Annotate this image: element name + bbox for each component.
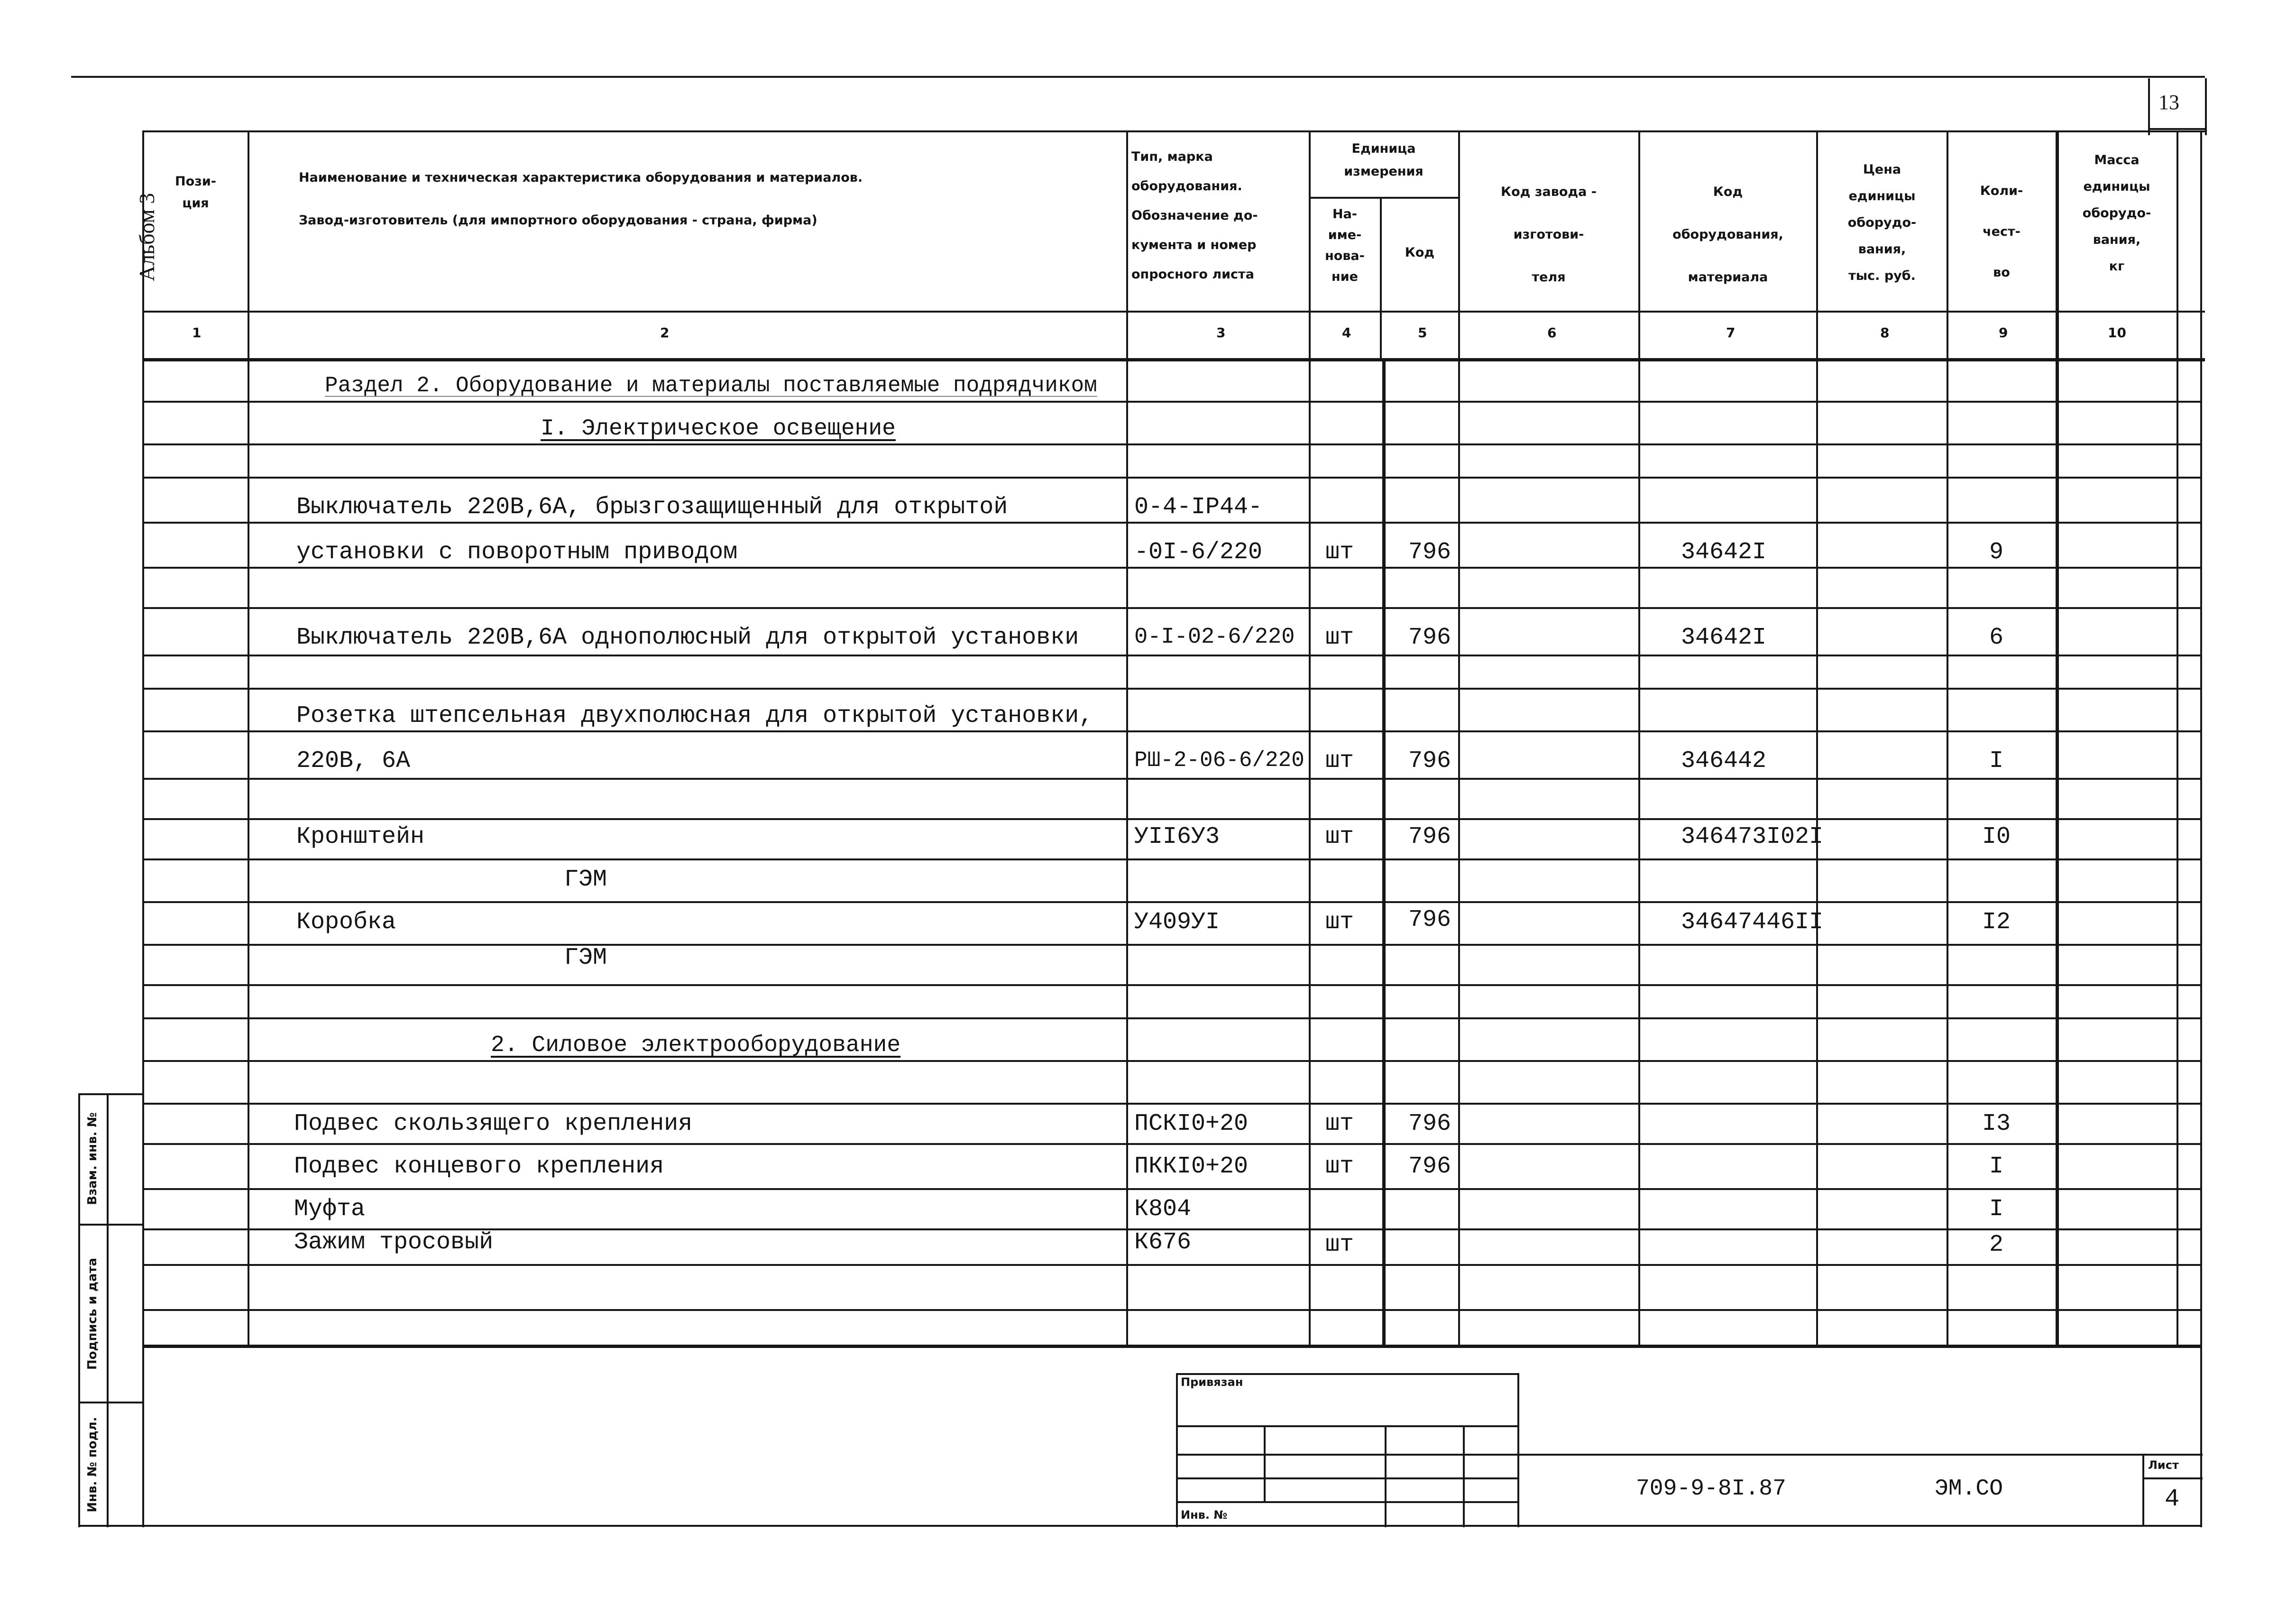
item-unit-code: 796 <box>1408 823 1451 850</box>
item-material-code: 34642I <box>1681 539 1767 566</box>
item-unit: шт <box>1325 747 1354 775</box>
corner-tick <box>2205 78 2207 135</box>
row-line <box>142 1188 2202 1190</box>
column-number: 10 <box>2108 325 2126 341</box>
item-name: Выключатель 220В,6А однополюсный для открытой установки <box>296 624 1079 651</box>
stamp-vzam: Взам. инв. № <box>85 1112 100 1205</box>
frame-right <box>2200 130 2202 1527</box>
row-line <box>142 901 2202 903</box>
header-unit-code: Код <box>1405 245 1435 260</box>
item-quantity: I2 <box>1982 909 2011 936</box>
item-unit-code: 796 <box>1408 624 1451 651</box>
item-quantity: I0 <box>1982 823 2011 850</box>
item-quantity: 9 <box>1989 539 2004 566</box>
item-material-code: 34642I <box>1681 624 1767 651</box>
row-line <box>142 1143 2202 1145</box>
stamp-podpis: Подпись и дата <box>85 1257 100 1370</box>
item-type: ПККI0+20 <box>1134 1153 1249 1180</box>
tb-line <box>1176 1425 1517 1427</box>
col-sep <box>1380 197 1382 358</box>
item-material-code: 346442 <box>1681 747 1767 775</box>
item-unit: шт <box>1325 1110 1354 1137</box>
row-line <box>142 522 2202 524</box>
corner-page-number: 13 <box>2158 91 2179 114</box>
item-unit: шт <box>1325 909 1354 936</box>
row-line <box>142 1103 2202 1105</box>
row-line <box>142 1060 2202 1062</box>
item-type: К804 <box>1134 1196 1192 1223</box>
header-unit-group: Единица измерения <box>1344 141 1424 179</box>
frame-left <box>142 130 144 1527</box>
stamp-inv-podl: Инв. № подл. <box>85 1417 100 1513</box>
top-line <box>71 76 2205 78</box>
item-type: -0I-6/220 <box>1134 539 1263 566</box>
column-number: 4 <box>1342 325 1351 341</box>
item-unit-code: 796 <box>1408 1153 1451 1180</box>
item-name: Коробка <box>296 909 396 936</box>
item-type: УII6У3 <box>1134 823 1220 850</box>
header-unit-name: На- име- нова- ние <box>1325 207 1365 284</box>
header-mass: Масса единицы оборудо- вания, кг <box>2082 153 2151 274</box>
item-name: установки с поворотным приводом <box>296 539 738 566</box>
item-unit: шт <box>1325 823 1354 850</box>
tb-left <box>1176 1373 1178 1527</box>
col-sep <box>1458 130 1460 1345</box>
header-factory-code: Код завода - изготови- теля <box>1501 185 1597 285</box>
sheet-box-sep <box>2142 1477 2203 1479</box>
subsection-power: 2. Силовое электрооборудование <box>491 1033 901 1058</box>
tb-top <box>1176 1373 1517 1375</box>
col-sep <box>1947 130 1948 1345</box>
col-sep <box>1382 358 1386 1345</box>
item-type: ПСКI0+20 <box>1134 1110 1249 1137</box>
row-line <box>142 567 2202 569</box>
column-number: 1 <box>192 325 202 341</box>
header-name <box>299 157 1124 242</box>
document-number: 709-9-8I.87 <box>1636 1476 1786 1502</box>
item-unit: шт <box>1325 1231 1354 1258</box>
row-line <box>142 1264 2202 1266</box>
item-quantity: I3 <box>1982 1110 2011 1137</box>
table-top <box>142 130 2205 132</box>
header-bottom <box>142 311 2205 313</box>
inv-no-label: Инв. № <box>1181 1508 1228 1522</box>
column-number: 7 <box>1726 325 1736 341</box>
row-line <box>142 730 2202 732</box>
row-line <box>142 401 2202 403</box>
header-material-code: Код оборудования, материала <box>1672 185 1783 285</box>
column-number: 8 <box>1880 325 1890 341</box>
item-name: Выключатель 220В,6А, брызгозащищенный для открытой <box>296 494 1008 521</box>
frame-bottom <box>142 1525 2202 1527</box>
section-title: Раздел 2. Оборудование и материалы поставляемые подрядчиком <box>325 375 1097 397</box>
item-name: Подвес концевого крепления <box>294 1153 664 1180</box>
row-line <box>142 655 2202 656</box>
col-sep <box>1638 130 1640 1345</box>
tb-line <box>1176 1454 2203 1456</box>
item-name: ГЭМ <box>564 944 607 971</box>
item-type: У409УI <box>1134 909 1220 936</box>
tb-line <box>1176 1501 1517 1503</box>
header-position: Пози- ция <box>175 174 216 211</box>
header-name-line2: Завод-изготовитель (для импортного оборудования - страна, фирма) <box>299 213 817 228</box>
row-line <box>142 443 2202 445</box>
item-quantity: I <box>1989 1153 2004 1180</box>
col-sep <box>2177 130 2178 1345</box>
sheet-number: 4 <box>2165 1485 2180 1513</box>
item-unit-code: 796 <box>1408 906 1451 933</box>
numbers-bottom <box>142 358 2205 361</box>
table-bottom <box>142 1345 2202 1348</box>
corner-tick <box>2148 128 2205 130</box>
sheet-label: Лист <box>2148 1458 2179 1472</box>
column-number: 9 <box>1999 325 2008 341</box>
col-sep <box>248 130 249 1345</box>
item-type: 0-4-IP44- <box>1134 494 1263 521</box>
item-unit: шт <box>1325 539 1354 566</box>
item-unit: шт <box>1325 624 1354 651</box>
item-quantity: I <box>1989 747 2004 775</box>
item-name: Кронштейн <box>296 823 425 850</box>
item-material-code: 346473I02I <box>1681 823 1824 850</box>
column-number: 2 <box>660 325 670 341</box>
header-type: Тип, марка оборудования. Обозначение до- кумента и номер опросного листа <box>1131 149 1258 282</box>
item-unit: шт <box>1325 1153 1354 1180</box>
column-number: 6 <box>1547 325 1557 341</box>
col-sep <box>1126 130 1128 1345</box>
stamp-inner <box>107 1093 109 1527</box>
row-line <box>142 688 2202 690</box>
row-line <box>142 984 2202 986</box>
row-line <box>142 818 2202 820</box>
item-quantity: 6 <box>1989 624 2004 651</box>
item-name: Муфта <box>294 1196 366 1223</box>
sheet-box-left <box>2142 1454 2144 1525</box>
row-line <box>142 1309 2202 1311</box>
column-number: 5 <box>1418 325 1427 341</box>
tb-cell <box>1264 1425 1266 1501</box>
header-quantity: Коли- чест- во <box>1980 184 2023 280</box>
item-type: 0-I-02-6/220 <box>1134 625 1295 650</box>
item-name: ГЭМ <box>564 866 607 893</box>
album-label: Альбом 3 <box>135 193 159 282</box>
tb-cell <box>1463 1425 1465 1527</box>
col-sep <box>2056 130 2059 1345</box>
col-sep <box>1816 130 1818 1345</box>
item-name: Зажим тросовый <box>294 1229 494 1256</box>
row-line <box>142 1017 2202 1019</box>
row-line <box>142 858 2202 860</box>
row-line <box>142 944 2202 946</box>
item-unit-code: 796 <box>1408 747 1451 775</box>
tb-line <box>1176 1477 1517 1479</box>
column-number: 3 <box>1216 325 1226 341</box>
item-type: К676 <box>1134 1229 1192 1256</box>
row-line <box>142 778 2202 780</box>
item-name: Розетка штепсельная двухполюсная для открытой установки, <box>296 702 1093 729</box>
item-quantity: I <box>1989 1196 2004 1223</box>
privyazan-label: Привязан <box>1181 1375 1243 1389</box>
item-unit-code: 796 <box>1408 1110 1451 1137</box>
document-code: ЭМ.СО <box>1935 1476 2003 1502</box>
tb-cell <box>1385 1425 1387 1527</box>
unit-group-sep <box>1309 197 1458 199</box>
header-name-line1: Наименование и техническая характеристика оборудования и материалов. <box>299 170 863 185</box>
corner-tick <box>2148 78 2150 135</box>
col-sep <box>1309 130 1311 1345</box>
item-name: Подвес скользящего крепления <box>294 1110 693 1137</box>
row-line <box>142 477 2202 479</box>
item-quantity: 2 <box>1989 1231 2004 1258</box>
row-line <box>142 607 2202 609</box>
item-name: 220В, 6А <box>296 747 411 775</box>
subsection-lighting: I. Электрическое освещение <box>541 416 896 442</box>
header-price: Цена единицы оборудо- вания, тыс. руб. <box>1847 162 1917 283</box>
tb-right <box>1517 1373 1519 1527</box>
item-type: РШ-2-06-6/220 <box>1134 749 1304 771</box>
item-material-code: 34647446II <box>1681 909 1824 936</box>
item-unit-code: 796 <box>1408 539 1451 566</box>
